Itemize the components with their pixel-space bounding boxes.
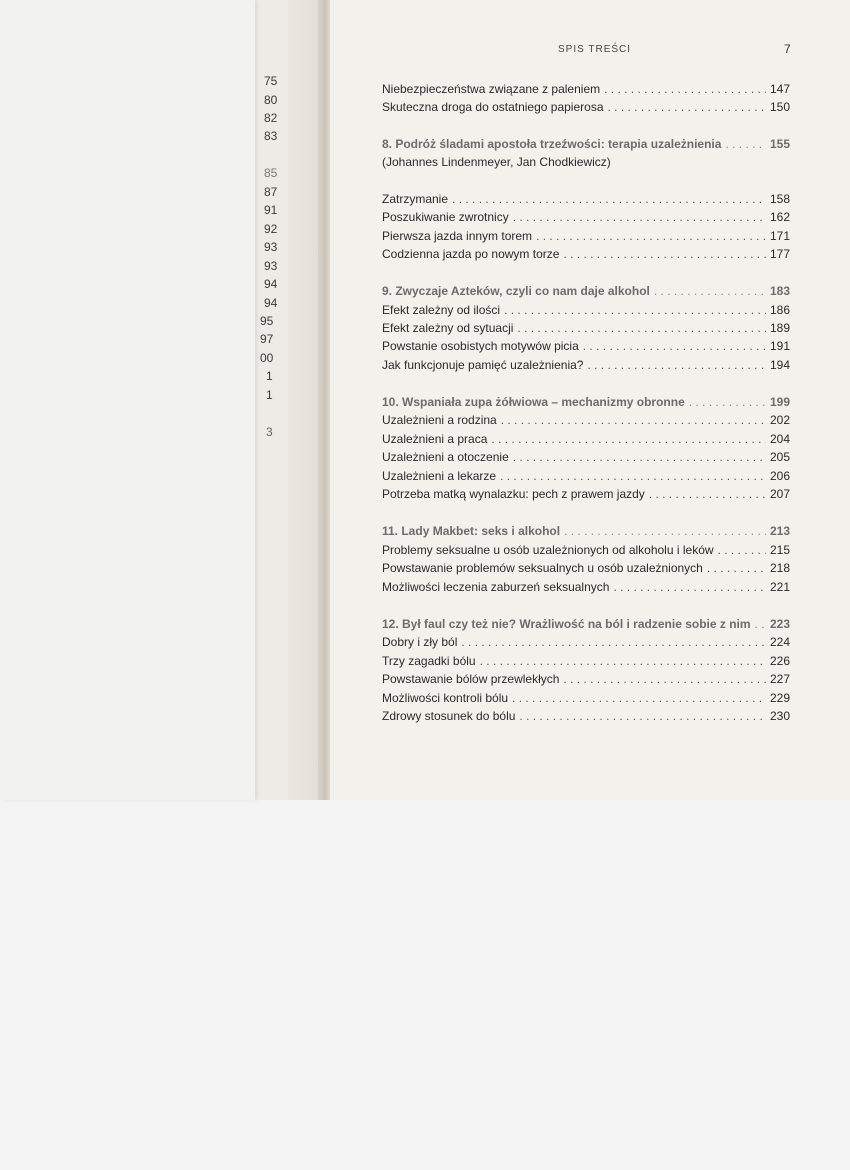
toc-entry-page: 147 xyxy=(769,82,790,96)
toc-chapter xyxy=(382,393,790,411)
toc-chapter xyxy=(382,522,790,540)
left-page-number: 92 xyxy=(264,222,278,236)
toc-entry-page: 227 xyxy=(769,672,790,686)
dot-leader xyxy=(707,559,766,577)
dot-leader xyxy=(718,541,766,559)
toc-entry-title: Niebezpieczeństwa związane z paleniem xyxy=(382,82,601,96)
toc-entry xyxy=(382,430,790,448)
toc-entry xyxy=(382,707,790,725)
toc-entry-page: 230 xyxy=(769,709,790,723)
toc-entry-title: Możliwości leczenia zaburzeń seksualnych xyxy=(382,580,610,594)
toc-entry-title: Uzależnieni a otoczenie xyxy=(382,450,509,464)
left-page-number: 75 xyxy=(264,74,278,88)
toc-chapter-page: 155 xyxy=(769,137,790,151)
toc-entry xyxy=(382,578,790,596)
dot-leader xyxy=(563,245,766,263)
toc-entry-page: 194 xyxy=(769,358,790,372)
toc-entry-title: Zdrowy stosunek do bólu xyxy=(382,709,516,723)
toc-entry-title: Efekt zależny od sytuacji xyxy=(382,321,514,335)
left-page-overlay xyxy=(0,0,255,800)
left-page-number: 91 xyxy=(264,203,278,217)
toc-entry xyxy=(382,208,790,226)
running-head: SPIS TREŚCI xyxy=(558,44,632,55)
toc-entry-title: Zatrzymanie xyxy=(382,192,449,206)
toc-entry-title: Uzależnieni a lekarze xyxy=(382,469,497,483)
toc-entry xyxy=(382,670,790,688)
dot-leader xyxy=(649,485,766,503)
dot-leader xyxy=(604,80,766,98)
left-page-number: 3 xyxy=(266,425,273,439)
toc-chapter-title: 10. Wspaniała zupa żółwiowa – mechanizmy obronne xyxy=(382,395,685,409)
toc-chapter xyxy=(382,615,790,633)
toc-entry-title: Trzy zagadki bólu xyxy=(382,654,476,668)
toc-entry xyxy=(382,541,790,559)
chapter-authors: (Johannes Lindenmeyer, Jan Chodkiewicz) xyxy=(382,155,611,169)
toc-chapter xyxy=(382,135,790,153)
toc-entry-page: 204 xyxy=(769,432,790,446)
dot-leader xyxy=(517,319,766,337)
left-page-number: 82 xyxy=(264,111,278,125)
left-page-number: 95 xyxy=(260,314,274,328)
left-page xyxy=(0,0,330,800)
toc-entry-page: 218 xyxy=(769,561,790,575)
dot-leader xyxy=(563,670,766,688)
dot-leader xyxy=(613,578,766,596)
toc-entry xyxy=(382,337,790,355)
toc-entry-page: 229 xyxy=(769,691,790,705)
toc-entry xyxy=(382,319,790,337)
left-page-number: 85 xyxy=(264,166,278,180)
toc-entry-title: Potrzeba matką wynalazku: pech z prawem jazdy xyxy=(382,487,645,501)
dot-leader xyxy=(461,633,766,651)
toc-entry-page: 158 xyxy=(769,192,790,206)
toc-entry-page: 207 xyxy=(769,487,790,501)
toc-entry xyxy=(382,411,790,429)
left-page-number: 1 xyxy=(266,369,273,383)
dot-leader xyxy=(500,467,766,485)
toc-entry-page: 202 xyxy=(769,413,790,427)
toc-entry-page: 206 xyxy=(769,469,790,483)
toc-entry xyxy=(382,559,790,577)
page-header xyxy=(330,44,850,60)
left-page-number: 83 xyxy=(264,129,278,143)
toc-entry xyxy=(382,448,790,466)
toc-chapter-page: 213 xyxy=(769,524,790,538)
dot-leader xyxy=(512,689,766,707)
toc-entry-title: Codzienna jazda po nowym torze xyxy=(382,247,560,261)
toc-entry-title: Jak funkcjonuje pamięć uzależnienia? xyxy=(382,358,584,372)
dot-leader xyxy=(587,356,766,374)
toc-entry-page: 226 xyxy=(769,654,790,668)
dot-leader xyxy=(480,652,766,670)
dot-leader xyxy=(689,393,766,411)
left-page-number: 94 xyxy=(264,277,278,291)
toc-entry xyxy=(382,689,790,707)
toc-entry-page: 189 xyxy=(769,321,790,335)
left-page-number: 00 xyxy=(260,351,274,365)
toc-entry xyxy=(382,98,790,116)
toc-entry-page: 215 xyxy=(769,543,790,557)
toc-entry xyxy=(382,80,790,98)
toc-entry xyxy=(382,652,790,670)
toc-entry xyxy=(382,485,790,503)
dot-leader xyxy=(564,522,766,540)
toc-entry-title: Dobry i zły ból xyxy=(382,635,458,649)
toc-chapter-title: 12. Był faul czy też nie? Wrażliwość na ból i radzenie sobie z nim xyxy=(382,617,751,631)
toc-chapter-page: 183 xyxy=(769,284,790,298)
toc-entry-page: 205 xyxy=(769,450,790,464)
dot-leader xyxy=(654,282,766,300)
dot-leader xyxy=(519,707,766,725)
dot-leader xyxy=(583,337,766,355)
toc-entry xyxy=(382,227,790,245)
toc-entry-page: 224 xyxy=(769,635,790,649)
left-page-number: 94 xyxy=(264,296,278,310)
toc-chapter-title: 11. Lady Makbet: seks i alkohol xyxy=(382,524,561,538)
dot-leader xyxy=(513,448,766,466)
toc-entry xyxy=(382,467,790,485)
toc-entry-title: Możliwości kontroli bólu xyxy=(382,691,509,705)
left-page-number: 97 xyxy=(260,332,274,346)
toc-chapter xyxy=(382,282,790,300)
toc-chapter-page: 199 xyxy=(769,395,790,409)
dot-leader xyxy=(452,190,766,208)
toc-chapter-page: 223 xyxy=(769,617,790,631)
toc-entry-title: Poszukiwanie zwrotnicy xyxy=(382,210,509,224)
left-page-number: 80 xyxy=(264,93,278,107)
toc-entry-title: Powstanie osobistych motywów picia xyxy=(382,339,579,353)
dot-leader xyxy=(504,301,766,319)
left-page-number: 93 xyxy=(264,240,278,254)
toc-entry-page: 162 xyxy=(769,210,790,224)
toc-entry-title: Pierwsza jazda innym torem xyxy=(382,229,533,243)
toc-entry-page: 171 xyxy=(769,229,790,243)
toc-entry-title: Powstawanie bólów przewlekłych xyxy=(382,672,560,686)
dot-leader xyxy=(755,615,766,633)
toc-entry-page: 221 xyxy=(769,580,790,594)
left-page-number: 87 xyxy=(264,185,278,199)
page-number: 7 xyxy=(784,42,791,56)
toc-entry-page: 150 xyxy=(769,100,790,114)
toc-entry xyxy=(382,301,790,319)
toc-entry xyxy=(382,633,790,651)
toc-entry-page: 186 xyxy=(769,303,790,317)
toc-entry xyxy=(382,190,790,208)
toc-chapter-title: 8. Podróż śladami apostoła trzeźwości: terapia uzależnienia xyxy=(382,137,722,151)
left-page-number: 93 xyxy=(264,259,278,273)
right-page xyxy=(330,0,850,800)
toc-chapter-title: 9. Zwyczaje Azteków, czyli co nam daje alkohol xyxy=(382,284,650,298)
dot-leader xyxy=(608,98,766,116)
left-page-number: 1 xyxy=(266,388,273,402)
toc-entry xyxy=(382,356,790,374)
toc-entry-title: Uzależnieni a praca xyxy=(382,432,488,446)
toc-entry xyxy=(382,245,790,263)
dot-leader xyxy=(501,411,766,429)
toc-entry-title: Problemy seksualne u osób uzależnionych od alkoholu i leków xyxy=(382,543,714,557)
dot-leader xyxy=(513,208,766,226)
toc-entry-title: Uzależnieni a rodzina xyxy=(382,413,497,427)
toc-entry-title: Powstawanie problemów seksualnych u osób uzależnionych xyxy=(382,561,703,575)
dot-leader xyxy=(536,227,766,245)
dot-leader xyxy=(491,430,766,448)
toc-entry-page: 191 xyxy=(769,339,790,353)
dot-leader xyxy=(725,135,766,153)
toc-entry-page: 177 xyxy=(769,247,790,261)
toc-entry-title: Efekt zależny od ilości xyxy=(382,303,501,317)
toc-entry-title: Skuteczna droga do ostatniego papierosa xyxy=(382,100,604,114)
